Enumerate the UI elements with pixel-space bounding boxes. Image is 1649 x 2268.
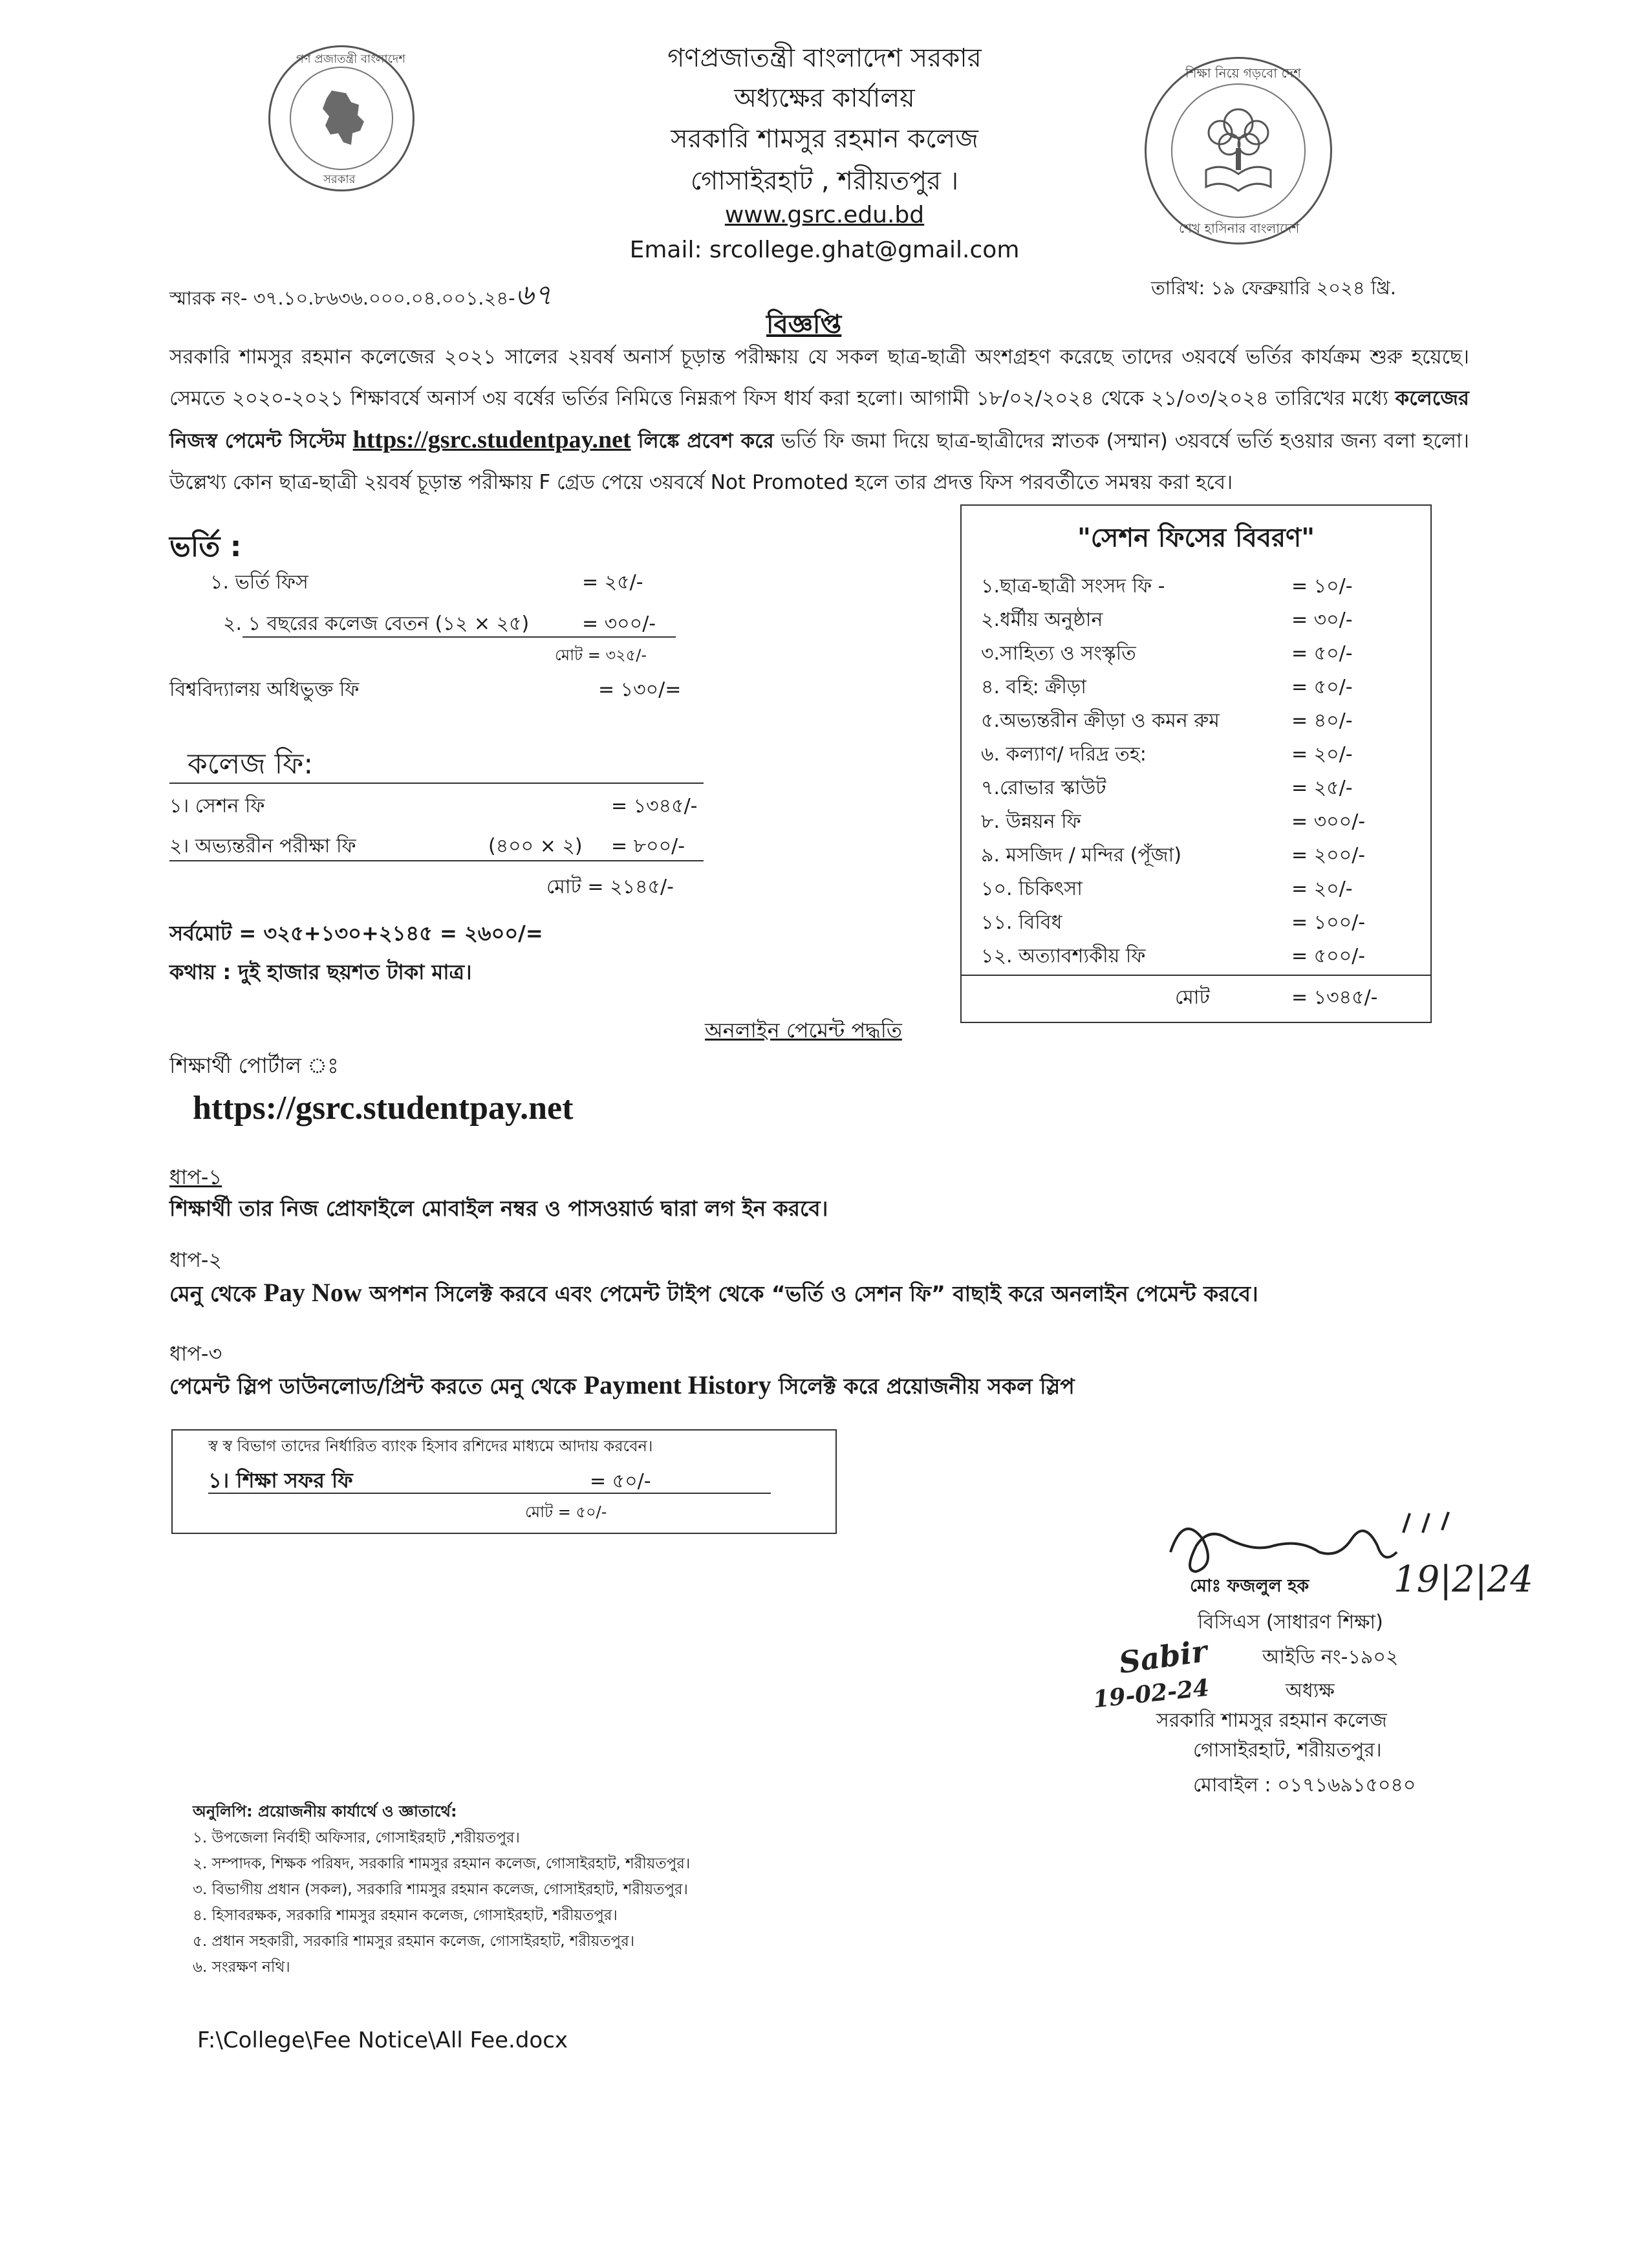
- logo-top-text: শিক্ষা নিয়ে গড়বো দেশ: [1185, 65, 1301, 81]
- step3-text-b: সিলেক্ট করে প্রয়োজনীয় সকল স্লিপ: [771, 1374, 1075, 1399]
- total-in-words: কথায় : দুই হাজার ছয়শত টাকা মাত্র।: [169, 960, 472, 984]
- distribution-item: ২. সম্পাদক, শিক্ষক পরিষদ, সরকারি শামসুর রহমান কলেজ, গোসাইরহাট, শরীয়তপুর।: [193, 1855, 691, 1872]
- step3-title: ধাপ-৩: [169, 1341, 222, 1366]
- session-fee-row: [981, 570, 1421, 604]
- session-fee-label: ৬. কল্যাণ/ দরিদ্র তহ:: [981, 743, 1147, 766]
- session-fee-label: ৯. মসজিদ / মন্দির (পূঁজা): [981, 844, 1182, 867]
- session-fee-row: [981, 705, 1421, 739]
- admission-heading: ভর্তি :: [169, 530, 242, 563]
- admission-item2-value: = ৩০০/-: [582, 612, 656, 635]
- session-fee-label: ১০. চিকিৎসা: [981, 878, 1083, 900]
- session-fee-row: [981, 739, 1421, 772]
- step2-text: [169, 1277, 1258, 1313]
- signature-mobile: মোবাইল : ০১৭১৬৯১৫০৪০: [1193, 1774, 1416, 1797]
- notice-title: বিজ্ঞপ্তি: [766, 310, 842, 340]
- hand-date: 19-02-24: [1092, 1674, 1211, 1714]
- step2-text-b: অপশন সিলেক্ট করবে এবং পেমেন্ট টাইপ থেকে “ভর্তি ও সেশন ফি” বাছাই করে অনলাইন পেমেন্ট করবে।: [361, 1281, 1258, 1306]
- session-fee-row: [981, 940, 1421, 974]
- session-fee-label: ১২. অত্যাবশ্যকীয় ফি: [981, 945, 1146, 967]
- seal-bottom-text: সরকার: [323, 173, 356, 186]
- session-fee-row: [981, 907, 1421, 940]
- session-fee-value: = ৩০০/-: [1291, 810, 1366, 833]
- admission-subtotal: মোট = ৩২৫/-: [555, 646, 647, 664]
- intro-bold1: কলেজের নিজস্ব পেমেন্ট সিস্টেম: [169, 387, 1469, 453]
- header-office: অধ্যক্ষের কার্যালয়: [734, 83, 915, 113]
- session-fee-label: ১১. বিবিধ: [981, 911, 1062, 934]
- step2-text-a: মেনু থেকে: [169, 1281, 264, 1306]
- signature-address: গোসাইরহাট, শরীয়তপুর।: [1193, 1739, 1382, 1762]
- session-fee-total-line: [962, 975, 1430, 976]
- hand-date-right: 19|2|24: [1394, 1559, 1533, 1601]
- distribution-item: ১. উপজেলা নির্বাহী অফিসার, গোসাইরহাট ,শরীয়তপুর।: [193, 1830, 520, 1846]
- session-fee-value: = ৩০/-: [1291, 609, 1353, 631]
- session-fee-total-value: = ১৩৪৫/-: [1291, 986, 1378, 1009]
- distribution-item: ৬. সংরক্ষণ নথি।: [193, 1959, 290, 1976]
- session-fee-total-label: মোট: [1175, 986, 1210, 1009]
- session-fee-row: [981, 772, 1421, 806]
- memo-ref-handwritten: ৬৭: [515, 279, 552, 312]
- signature-college: সরকারি শামসুর রহমান কলেজ: [1156, 1709, 1387, 1732]
- college-fee-item1-label: ১। সেশন ফি: [169, 795, 265, 817]
- college-fee-sum-line: [169, 860, 704, 861]
- step2-pay-now: Pay Now: [263, 1278, 362, 1307]
- step2-title: ধাপ-২: [169, 1247, 222, 1272]
- admission-underline: [242, 636, 676, 638]
- session-fee-value: = ৫০০/-: [1291, 945, 1366, 967]
- distribution-item: ৫. প্রধান সহকারী, সরকারি শামসুর রহমান কলেজ, গোসাইরহাট, শরীয়তপুর।: [193, 1933, 635, 1950]
- signature-title: অধ্যক্ষ: [1286, 1679, 1335, 1702]
- distribution-item: ৩. বিভাগীয় প্রধান (সকল), সরকারি শামসুর রহমান কলেজ, গোসাইরহাট, শরীয়তপুর।: [193, 1881, 688, 1898]
- step1-title: ধাপ-১: [169, 1165, 222, 1189]
- signature-id: আইডি নং-১৯০২: [1262, 1646, 1399, 1669]
- session-fee-value: = ৫০/-: [1291, 676, 1353, 698]
- portal-url[interactable]: https://gsrc.studentpay.net: [193, 1090, 574, 1127]
- memo-ref: [169, 274, 552, 321]
- session-fee-label: ৪. বহি: ক্রীড়া: [981, 676, 1087, 698]
- college-fee-heading: কলেজ ফি:: [188, 748, 314, 781]
- session-fee-label: ৭.রোভার স্কাউট: [981, 777, 1106, 799]
- portal-label: শিক্ষার্থী পোর্টাল ঃ: [169, 1053, 339, 1078]
- session-fee-value: = ২৫/-: [1291, 777, 1353, 799]
- session-fee-label: ২.ধর্মীয় অনুষ্ঠান: [981, 609, 1103, 631]
- department-note: স্ব স্ব বিভাগ তাদের নির্ধারিত ব্যাংক হিসাব রশিদের মাধ্যমে আদায় করবেন।: [208, 1437, 653, 1455]
- step3-payment-history: Payment History: [583, 1370, 771, 1399]
- session-fee-row: [981, 873, 1421, 907]
- session-fee-title: "সেশন ফিসের বিবরণ": [1077, 523, 1315, 553]
- session-fee-label: ৩.সাহিত্য ও সংস্কৃতি: [981, 642, 1136, 665]
- tour-fee-underline: [208, 1493, 771, 1494]
- intro-part2: ভর্তি ফি জমা দিয়ে ছাত্র-ছাত্রীদের স্নাতক (সম্মান) ৩য়বর্ষে ভর্তি হওয়ার জন্য বলা হলো। উল্লেখ্য কোন ছাত্র-ছাত্রী ২য়বর্ষ চূড়ান্ত পরীক্ষায় F গ্রেড পেয়ে ৩য়বর্ষে Not Promoted হলে তার প্রদত্ত ফিস পরবর্তীতে সমন্বয় করা হবে।: [169, 429, 1469, 494]
- session-fee-value: = ৫০/-: [1291, 642, 1353, 665]
- session-fee-value: = ১০০/-: [1291, 911, 1366, 934]
- intro-part1: সরকারি শামসুর রহমান কলেজের ২০২১ সালের ২য়বর্ষ অনার্স চূড়ান্ত পরীক্ষায় যে সকল ছাত্র-ছাত্রী অংশগ্রহণ করেছে তাদের ৩য়বর্ষে ভর্তির কার্যক্রম শুরু হয়েছে। সেমতে ২০২০-২০২১ শিক্ষাবর্ষে অনার্স ৩য় বর্ষের ভর্তির নিমিত্তে নিম্নরূপ ফিস ধার্য করা হলো। আগামী ১৮/০২/২০২৪ থেকে ২১/০৩/২০২৪ তারিখের মধ্যে: [169, 345, 1469, 410]
- admission-item1-value: = ২৫/-: [582, 571, 643, 594]
- step3-text: [169, 1370, 1075, 1406]
- distribution-item: ৪. হিসাবরক্ষক, সরকারি শামসুর রহমান কলেজ, গোসাইরহাট, শরীয়তপুর।: [193, 1907, 618, 1924]
- session-fee-value: = ২০/-: [1291, 743, 1353, 766]
- header-government: গণপ্রজাতন্ত্রী বাংলাদেশ সরকার: [667, 43, 982, 73]
- college-fee-subtotal: মোট = ২১৪৫/-: [546, 876, 674, 898]
- online-payment-heading: অনলাইন পেমেন্ট পদ্ধতি: [705, 1018, 902, 1042]
- session-fee-row: [981, 839, 1421, 873]
- session-fee-label: ৫.অভ্যন্তরীন ক্রীড়া ও কমন রুম: [981, 709, 1220, 732]
- session-fee-value: = ২০/-: [1291, 878, 1353, 900]
- step3-text-a: পেমেন্ট স্লিপ ডাউনলোড/প্রিন্ট করতে মেনু থেকে: [169, 1374, 584, 1399]
- college-fee-item2-value: = ৮০০/-: [611, 835, 685, 858]
- signature-name: মোঃ ফজলুল হক: [1190, 1576, 1310, 1596]
- intro-link[interactable]: https://gsrc.studentpay.net: [352, 426, 631, 453]
- session-fee-label: ১.ছাত্র-ছাত্রী সংসদ ফি -: [981, 575, 1165, 598]
- college-fee-item1-value: = ১৩৪৫/-: [611, 795, 698, 817]
- step1-text: শিক্ষার্থী তার নিজ প্রোফাইলে মোবাইল নম্বর ও পাসওয়ার্ড দ্বারা লগ ইন করবে।: [169, 1196, 828, 1221]
- intro-bold2: লিঙ্কে প্রবেশ করে: [638, 429, 774, 453]
- session-fee-label: ৮. উন্নয়ন ফি: [981, 810, 1081, 833]
- department-fee-box: [171, 1429, 837, 1534]
- header-college: সরকারি শামসুর রহমান কলেজ: [671, 124, 978, 154]
- footer-file-path: F:\College\Fee Notice\All Fee.docx: [197, 2027, 568, 2053]
- logo-bottom-text: শেখ হাসিনার বাংলাদেশ: [1179, 221, 1300, 236]
- tour-fee-value: = ৫০/-: [590, 1470, 651, 1493]
- session-fee-value: = ২০০/-: [1291, 844, 1366, 867]
- university-fee-label: বিশ্ববিদ্যালয় অধিভুক্ত ফি: [169, 678, 360, 701]
- grand-total: সর্বমোট = ৩২৫+১৩০+২১৪৫ = ২৬০০/=: [169, 921, 543, 945]
- memo-date: তারিখ: ১৯ ফেব্রুয়ারি ২০২৪ খ্রি.: [1151, 277, 1397, 299]
- admission-item2-label: ২. ১ বছরের কলেজ বেতন (১২ × ২৫): [223, 612, 530, 635]
- session-fee-row: [981, 806, 1421, 839]
- header-email: Email: srcollege.ghat@gmail.com: [629, 237, 1020, 263]
- college-fee-item2-label: ২। অভ্যন্তরীন পরীক্ষা ফি: [169, 835, 356, 858]
- session-fee-row: [981, 671, 1421, 705]
- intro-paragraph: [169, 336, 1469, 503]
- session-fee-row: [981, 604, 1421, 638]
- college-fee-underline: [169, 783, 704, 784]
- session-fee-list: [981, 570, 1421, 974]
- session-fee-value: = ১০/-: [1291, 575, 1353, 598]
- distribution-list: [193, 1826, 690, 1981]
- department-total: মোট = ৫০/-: [525, 1503, 607, 1521]
- seal-top-text: গণ প্রজাতন্ত্রী বাংলাদেশ: [296, 52, 405, 66]
- tour-fee-label: ১। শিক্ষা সফর ফি: [208, 1468, 353, 1493]
- session-fee-box: [960, 504, 1432, 1023]
- admission-item1-label: ১. ভর্তি ফিস: [210, 571, 308, 594]
- hand-initial: Sabir: [1116, 1633, 1209, 1681]
- memo-ref-number: স্মারক নং- ৩৭.১০.৮৬৩৬.০০০.০৪.০০১.২৪-: [169, 287, 515, 309]
- university-fee-value: = ১৩০/=: [598, 678, 682, 701]
- college-fee-item2-calc: (৪০০ × ২): [488, 835, 583, 858]
- session-fee-value: = ৪০/-: [1291, 709, 1353, 732]
- session-fee-row: [981, 638, 1421, 671]
- distribution-heading: অনুলিপি: প্রয়োজনীয় কার্যার্থে ও জ্ঞাতার্থে:: [193, 1802, 457, 1820]
- header-address: গোসাইরহাট , শরীয়তপুর ।: [690, 166, 959, 196]
- signature-designation: বিসিএস (সাধারণ শিক্ষা): [1198, 1611, 1383, 1634]
- header-website[interactable]: www.gsrc.edu.bd: [724, 202, 925, 228]
